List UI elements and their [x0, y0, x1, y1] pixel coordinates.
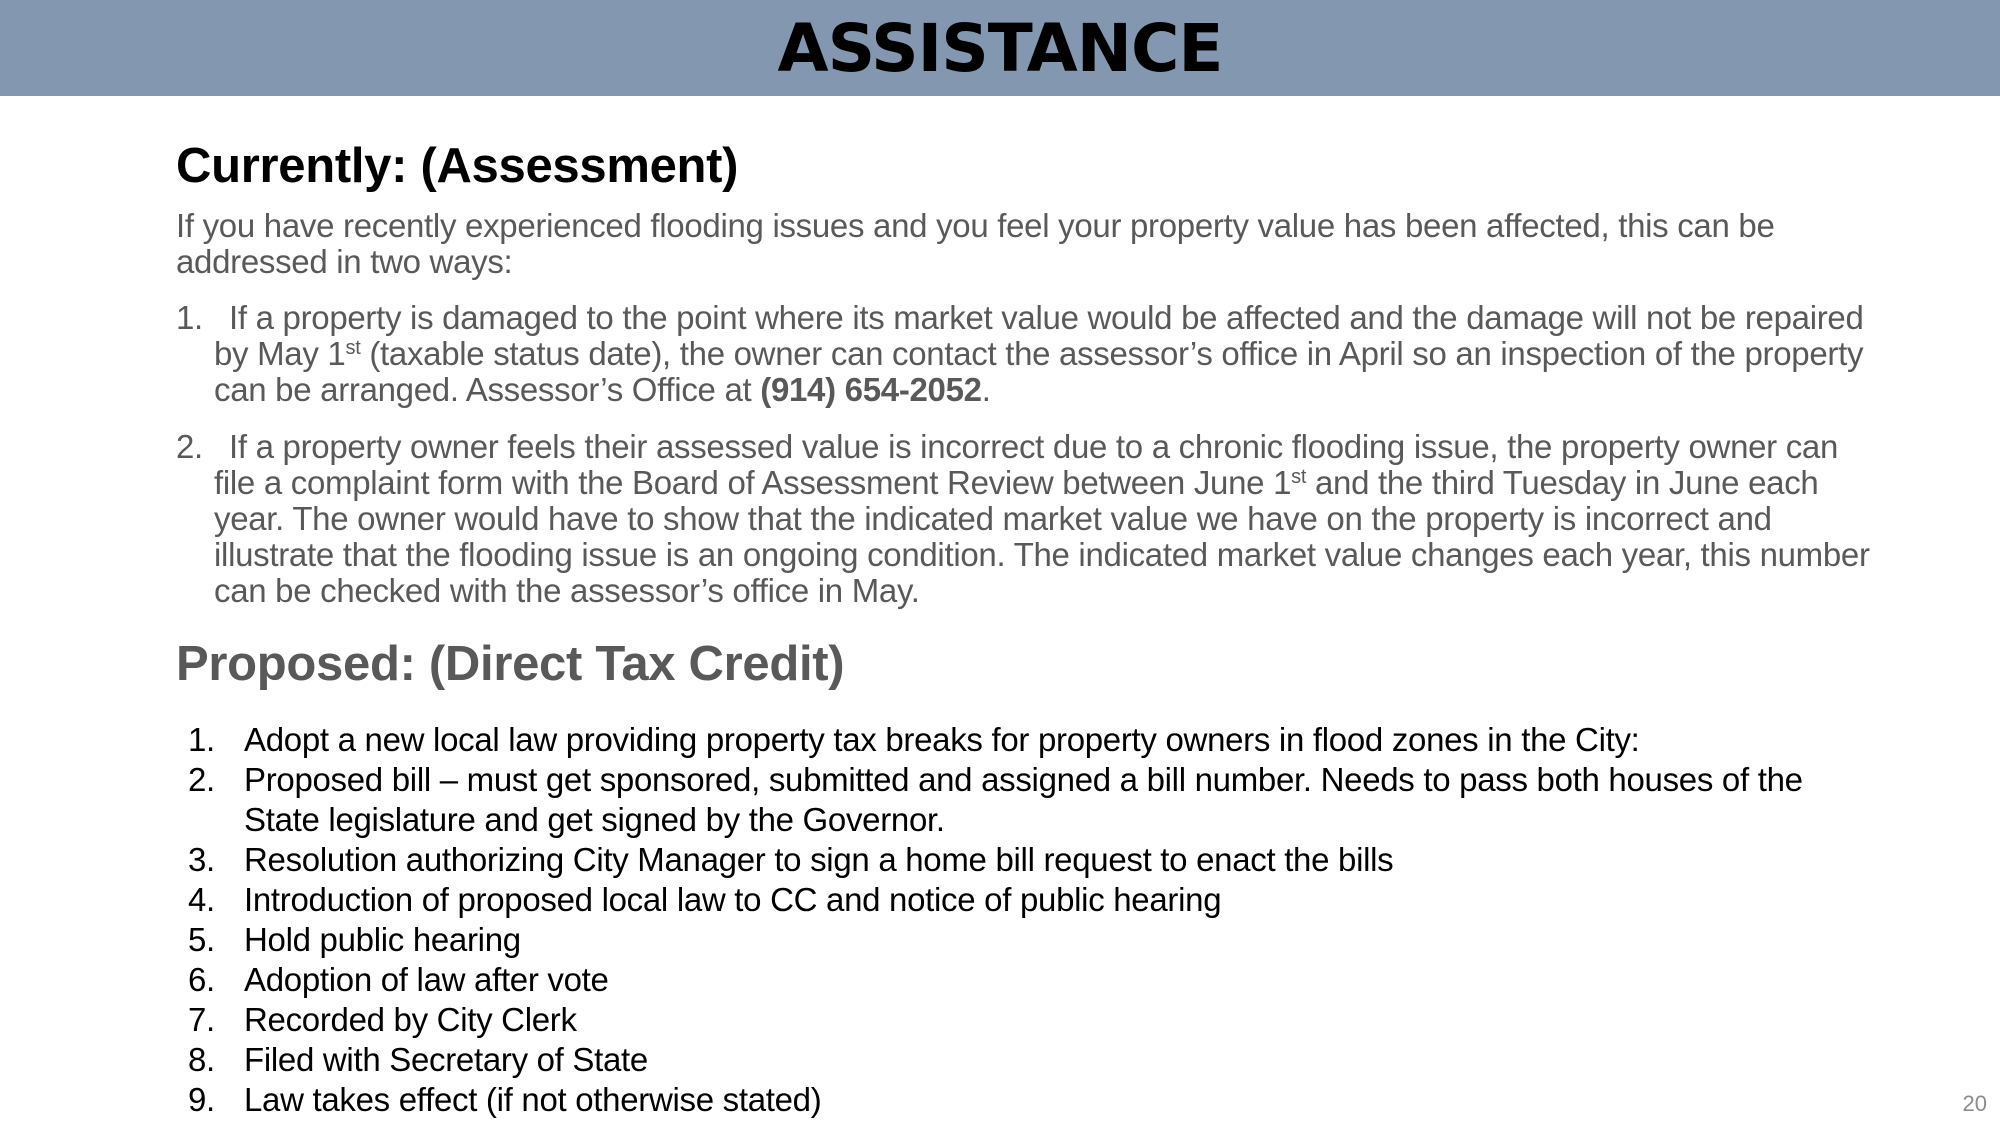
slide-content	[176, 132, 1876, 1120]
list-text: Proposed bill – must get sponsored, submitted and assigned a bill number. Needs to pass both houses of the State legislature and get signed by the Governor.	[244, 761, 1803, 838]
list-number: 5.	[188, 921, 215, 958]
list-text: Hold public hearing	[244, 921, 521, 958]
list-text	[214, 429, 1876, 609]
list-number: 9.	[188, 1081, 215, 1118]
list-number: 2.	[188, 761, 215, 798]
header-bar	[0, 0, 2000, 96]
list-number: 1.	[176, 299, 203, 336]
page-number: 20	[1962, 1091, 1987, 1116]
proposed-list	[176, 720, 1876, 1120]
text-segment: If a property is damaged to the point where its market value would be affected and the damage will not be repaired by May 1	[214, 299, 1864, 372]
list-text: Law takes effect (if not otherwise stated)	[244, 1081, 822, 1118]
list-item	[176, 840, 1876, 880]
list-item	[176, 1080, 1876, 1120]
superscript: st	[1291, 466, 1307, 488]
text-segment: (taxable status date), the owner can contact the assessor’s office in April so an inspection of the property can be arranged. Assessor’s Office at	[214, 335, 1864, 408]
list-text: Adopt a new local law providing property tax breaks for property owners in flood zones in the City:	[244, 721, 1640, 758]
list-item	[176, 1000, 1876, 1040]
list-text: Adoption of law after vote	[244, 961, 609, 998]
text-segment: .	[981, 371, 991, 408]
list-item	[176, 300, 1876, 408]
proposed-heading: Proposed: (Direct Tax Credit)	[176, 637, 845, 691]
list-item	[176, 960, 1876, 1000]
list-number: 3.	[188, 841, 215, 878]
superscript: st	[345, 337, 361, 359]
text-segment: and the third Tuesday in June each year. The owner would have to show that the indicated market value we have on the property is incorrect and illustrate that the flooding issue is an ongoing condition. The indicated market value changes each year, this number can be checked with the assessor’s office in May.	[214, 464, 1870, 609]
current-list	[176, 300, 1876, 609]
list-text: Resolution authorizing City Manager to sign a home bill request to enact the bills	[244, 841, 1394, 878]
phone-number: (914) 654-2052	[760, 371, 982, 408]
list-item	[176, 429, 1876, 609]
list-text: Recorded by City Clerk	[244, 1001, 577, 1038]
list-item	[176, 920, 1876, 960]
list-number: 4.	[188, 881, 215, 918]
list-text: Introduction of proposed local law to CC and notice of public hearing	[244, 881, 1222, 918]
list-item	[176, 720, 1876, 760]
slide-title: ASSISTANCE	[777, 9, 1223, 87]
list-number: 1.	[188, 721, 215, 758]
list-number: 6.	[188, 961, 215, 998]
current-heading: Currently: (Assessment)	[176, 139, 739, 193]
list-text	[214, 300, 1876, 408]
list-text: Filed with Secretary of State	[244, 1041, 648, 1078]
list-number: 7.	[188, 1001, 215, 1038]
text-segment: If a property owner feels their assessed value is incorrect due to a chronic flooding issue, the property owner can file a complaint form with the Board of Assessment Review between June 1	[214, 428, 1839, 501]
list-number: 8.	[188, 1041, 215, 1078]
list-item	[176, 760, 1876, 840]
list-item	[176, 1040, 1876, 1080]
list-number: 2.	[176, 428, 203, 465]
current-intro: If you have recently experienced flooding issues and you feel your property value has been affected, this can be addressed in two ways:	[176, 207, 1775, 280]
list-item	[176, 880, 1876, 920]
